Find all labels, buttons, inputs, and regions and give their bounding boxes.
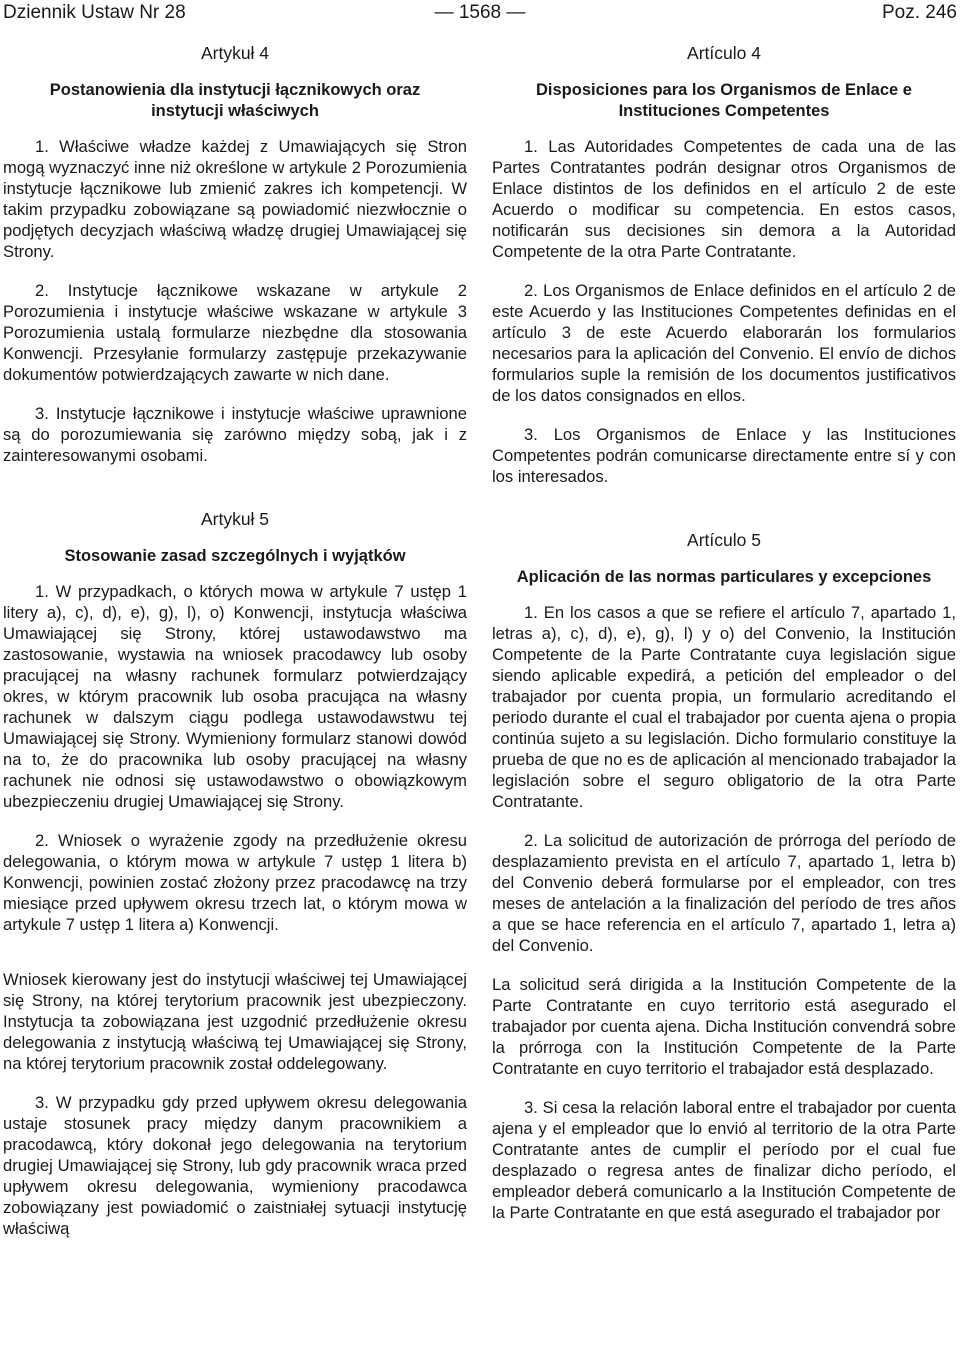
article-5-heading-es: Aplicación de las normas particulares y excepciones [516, 568, 932, 586]
article-5-paragraph-1-pl: 1. W przypadkach, o których mowa w artykule 7 ustęp 1 litery a), c), d), e), g), l), o) Konwencji, instytucja właściwa Umawiającej się Strony, której ustawodawstwo ma zastosowanie, wystawia na wniosek pracodawcy lub osoby pracującej na własny rachunek formularz potwierdzający okres, w którym pracownik lub osoba pracująca na własny rachunek w dalszym ciągu podlega ustawodawstwu tej Umawiającej się Strony. Wymieniony formularz stanowi dowód na to, że do pracownika lub osoby pracującej na własny rachunek nie odnosi się ustawodawstwo o obowiązkowym ubezpieczeniu drugiej Umawiającej się Strony. [3, 582, 467, 811]
article-4-paragraph-1-pl: 1. Właściwe władze każdej z Umawiających się Stron mogą wyznaczyć inne niż określone w artykule 2 Porozumienia instytucje łącznikowe lub zmienić zakres ich kompetencji. W takim przypadku zobowiązane są powiadomić niezwłocznie o podjętych decyzjach właściwą władzę drugiej Umawiającej się Strony. [3, 137, 467, 261]
article-5-paragraph-2-es: 2. La solicitud de autorización de prórroga del período de desplazamiento prevista en el artículo 7, apartado 1, letra b) del Convenio deberá formularse por el empleador, con tres meses de antelación a la finalización del período de tres años a que se hace referencia en el artículo 7, apartado 1, letra a) del Convenio. [492, 831, 956, 955]
article-5-paragraph-1-es: 1. En los casos a que se refiere el artículo 7, apartado 1, letras a), c), d), e), g), l) y o) del Convenio, la Institución Competente de la Parte Contratante cuya legislación sigue siendo aplicable expedirá, a petición del empleador o del trabajador por cuenta propia, un formulario acreditando el periodo durante el cual el trabajador por cuenta ajena o propia continúa sujeto a su legislación. Dicho formulario constituye la prueba de que no es de aplicación al mencionado trabajador la legislación sobre el seguro obligatorio de la otra Parte Contratante. [492, 603, 956, 811]
article-5-title-pl: Artykuł 5 [200, 509, 270, 529]
article-5-paragraph-2b-pl: Wniosek kierowany jest do instytucji właściwej tej Umawiającej się Strony, na której terytorium pracownik jest ubezpieczony. Instytucja ta zobowiązana jest uzgodnić przedłużenie okresu delegowania z instytucją właściwą tej Umawiającej się Strony, na której terytorium pracownik został oddelegowany. [3, 970, 467, 1073]
article-4-paragraph-3-pl: 3. Instytucje łącznikowe i instytucje właściwe uprawnione są do porozumiewania się zarówno między sobą, jak i z zainteresowanymi osobami. [3, 404, 467, 465]
article-4-paragraph-1-es: 1. Las Autoridades Competentes de cada una de las Partes Contratantes podrán designar otros Organismos de Enlace distintos de los definidos en el artículo 2 de este Acuerdo o modificar su competencia. En estos casos, notificarán sus decisiones sin demora a la Autoridad Competente de la otra Parte Contratante. [492, 137, 956, 261]
page-header [0, 0, 960, 34]
article-5-heading-pl: Stosowanie zasad szczególnych i wyjątków [64, 547, 406, 565]
article-5-paragraph-3-es: 3. Si cesa la relación laboral entre el trabajador por cuenta ajena y el empleador que lo envió al territorio de la otra Parte Contratante antes de cumplir el período por el cual fue desplazado o regresa antes de finalizar dicho período, el empleador deberá comunicarlo a la Institución Competente de la Parte Contratante en que está asegurado el trabajador por [492, 1098, 956, 1222]
article-4-heading-pl: Postanowienia dla instytucji łącznikowych oraz instytucji właściwych [49, 81, 421, 120]
article-4-paragraph-2-es: 2. Los Organismos de Enlace definidos en el artículo 2 de este Acuerdo y las Instituciones Competentes definidas en el artículo 3 de este Acuerdo elaborarán los formularios necesarios para la aplicación del Convenio. El envío de dichos formularios suple la remisión de los documentos justificativos de los datos consignados en ellos. [492, 281, 956, 405]
journal-title: Dziennik Ustaw Nr 28 [3, 2, 186, 23]
article-4-title-pl: Artykuł 4 [200, 43, 270, 63]
polish-column [3, 42, 467, 1257]
article-5-paragraph-3-pl: 3. W przypadku gdy przed upływem okresu delegowania ustaje stosunek pracy między danym pracownikiem a pracodawcą, który dokonał jego delegowania na terytorium drugiej Umawiającej się Strony, lub gdy pracownik wraca przed upływem okresu delegowania, wymieniony pracodawca zobowiązany jest powiadomić o zaistniałej sytuacji instytucję właściwą [3, 1093, 467, 1238]
article-4-paragraph-3-es: 3. Los Organismos de Enlace y las Instituciones Competentes podrán comunicarse directamente entre sí y con los interesados. [492, 425, 956, 486]
article-4-heading-es: Disposiciones para los Organismos de Enlace e Instituciones Competentes [536, 81, 912, 120]
article-5-paragraph-2-pl: 2. Wniosek o wyrażenie zgody na przedłużenie okresu delegowania, o którym mowa w artykule 7 ustęp 1 litera b) Konwencji, powinien zostać złożony przez pracodawcę na trzy miesiące przed upływem okresu trzech lat, o którym mowa w artykule 7 ustęp 1 litera a) Konwencji. [3, 831, 467, 934]
article-5-paragraph-2b-es: La solicitud será dirigida a la Institución Competente de la Parte Contratante en cuyo territorio está asegurado el trabajador por cuenta ajena. Dicha Institución convendrá sobre la prórroga con la Institución Competente de la Parte Contratante en cuyo territorio el trabajador está desplazado. [492, 975, 956, 1078]
article-5-title-es: Artículo 5 [687, 530, 761, 550]
page-number: — 1568 — [434, 2, 526, 23]
article-4-paragraph-2-pl: 2. Instytucje łącznikowe wskazane w artykule 2 Porozumienia i instytucje właściwe wskazane w artykule 3 Porozumienia ustalą formularze niezbędne dla stosowania Konwencji. Przesyłanie formularzy zastępuje przekazywanie dokumentów potwierdzających zawarte w nich dane. [3, 281, 467, 384]
spanish-column [492, 42, 956, 1241]
position-number: Poz. 246 [882, 2, 957, 23]
article-4-title-es: Artículo 4 [687, 43, 761, 63]
